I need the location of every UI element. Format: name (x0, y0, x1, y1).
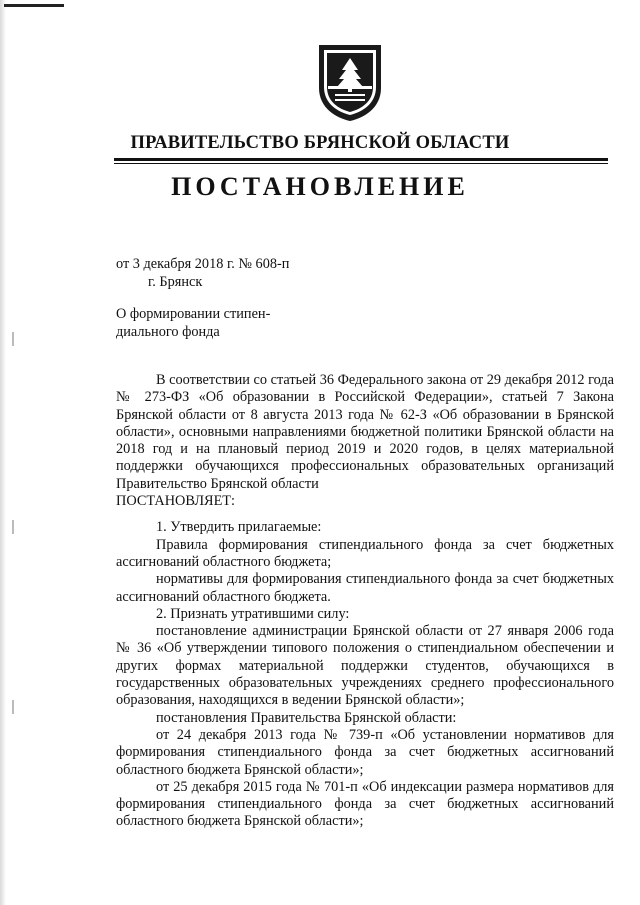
date-and-number: от 3 декабря 2018 г. № 608-п (116, 256, 290, 272)
item-2-b: постановления Правительства Брянской области: (156, 709, 457, 726)
subject-line-1: О формировании стипен- (116, 306, 271, 322)
item-1-b: нормативы для формирования стипендиального фонда за счет бюджетных ассигнований областного бюджета. (116, 571, 614, 605)
item-1-a: Правила формирования стипендиального фонда за счет бюджетных ассигнований областного бюджета; (116, 536, 614, 570)
item-2-b2: от 25 декабря 2015 года № 701-п «Об индексации размера нормативов для формирования стипендиального фонда за счет бюджетных ассигнований областного бюджета Брянской области»; (116, 778, 614, 830)
scan-mark (12, 700, 14, 714)
item-2-b1: от 24 декабря 2013 года № 739-п «Об установлении нормативов для формирования стипендиального фонда за счет бюджетных ассигнований областного бюджета Брянской области»; (116, 726, 614, 778)
city: г. Брянск (148, 274, 203, 290)
scan-mark (12, 332, 14, 346)
bryansk-oblast-coat-of-arms-icon (316, 42, 384, 122)
subject-line-2: диального фонда (116, 324, 220, 340)
item-1: 1. Утвердить прилагаемые: (156, 519, 322, 536)
item-2: 2. Признать утратившими силу: (156, 605, 350, 622)
preamble-paragraph: В соответствии со статьей 36 Федерального закона от 29 декабря 2012 года № 273-ФЗ «Об образовании в Российской Федерации», статьей 7 Закона Брянской области от 8 августа 2013 года № 62-З «Об образовании в Брянской области», основными направлениями бюджетной политики Брянской области на 2018 год и на плановый период 2019 и 2020 годов, в целях материальной поддержки обучающихся профессиональных образовательных организаций Правительство Брянской области (116, 372, 614, 492)
document-type-title: ПОСТАНОВЛЕНИЕ (171, 172, 469, 201)
organization-title: ПРАВИТЕЛЬСТВО БРЯНСКОЙ ОБЛАСТИ (130, 133, 510, 153)
scan-mark (4, 4, 64, 7)
scan-mark (12, 520, 14, 534)
document-body (116, 372, 614, 831)
header-rule-thin (114, 163, 608, 164)
item-2-a: постановление администрации Брянской области от 27 января 2006 года № 36 «Об утверждении типового положения о стипендиальном обеспечении и других формах материальной поддержки студентов, обучающихся в государственных образовательных учреждениях среднего профессионального образования, находящихся в ведении Брянской области»; (116, 623, 614, 709)
header-rule-thick (114, 158, 608, 161)
resolves-heading: ПОСТАНОВЛЯЕТ: (116, 493, 236, 510)
